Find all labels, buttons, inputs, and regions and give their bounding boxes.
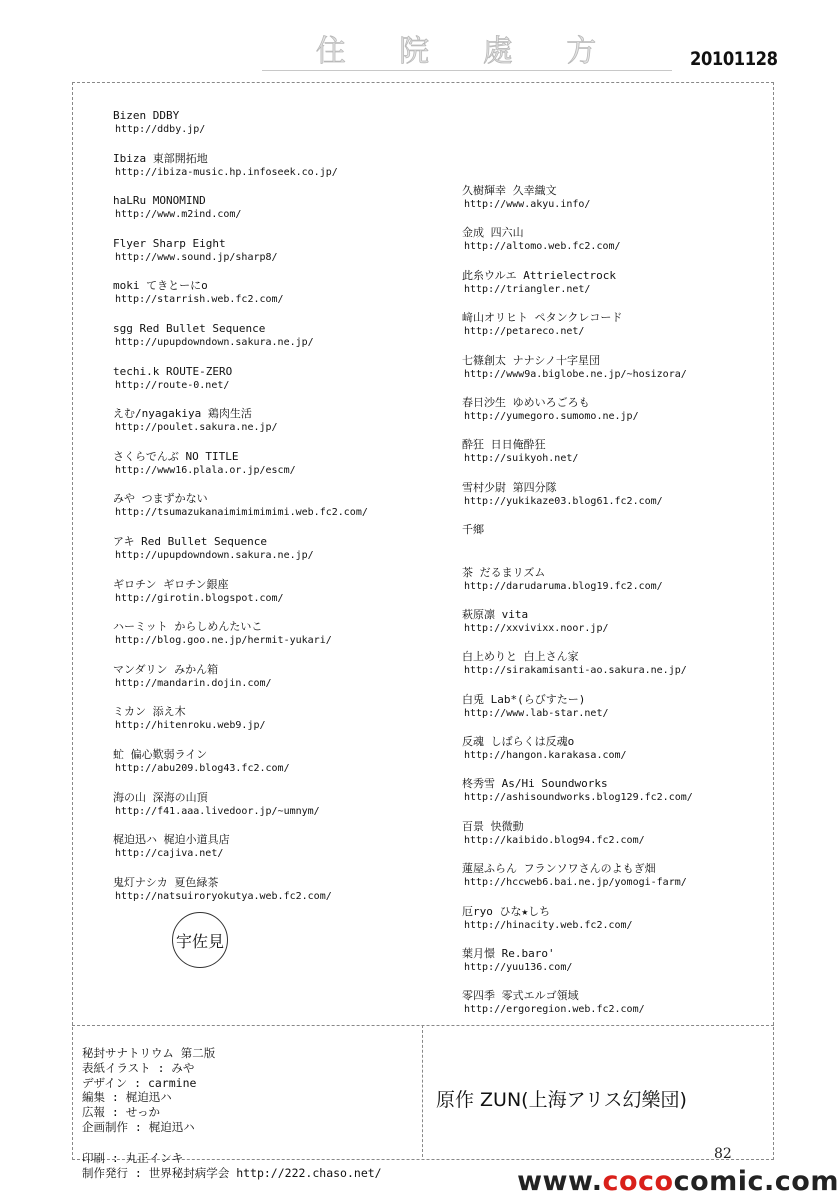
entry-url: http://www16.plala.or.jp/escm/: [115, 464, 296, 476]
site-watermark: [500, 1163, 839, 1200]
colophon-credits: [82, 1046, 422, 1180]
entry-url: http://natsuiroryokutya.web.fc2.com/: [115, 890, 332, 902]
entry-name: 金成 四六山: [462, 226, 524, 240]
entry-url: http://hitenroku.web9.jp/: [115, 720, 266, 732]
entry-name: 葉月憬 Re.baro': [462, 947, 555, 961]
entry-url: http://girotin.blogspot.com/: [115, 592, 284, 604]
entry-name: 百景 快微動: [462, 819, 524, 833]
credit-pr: 広報 : せっか: [82, 1105, 161, 1120]
link-entry: [113, 491, 443, 534]
entry-name: moki てきとーにo: [113, 279, 208, 293]
entry-url: http://yumegoro.sumomo.ne.jp/: [464, 410, 639, 422]
entry-url: http://f41.aaa.livedoor.jp/~umnym/: [115, 805, 320, 817]
link-entry: [113, 151, 443, 194]
entry-url: http://route-0.net/: [115, 379, 230, 391]
entry-url: http://kaibido.blog94.fc2.com/: [464, 834, 645, 846]
entry-name: ハーミット からしめんたいこ: [113, 620, 263, 634]
link-entry: [462, 522, 782, 564]
link-entry: [113, 534, 443, 577]
entry-url: http://ergoregion.web.fc2.com/: [464, 1004, 645, 1016]
entry-name: 反魂 しばらくは反魂o: [462, 735, 575, 749]
link-entry: [462, 353, 782, 395]
entry-url: http://altomo.web.fc2.com/: [464, 241, 621, 253]
left-link-column: [113, 108, 443, 917]
entry-name: 梶迫迅ハ 梶迫小道具店: [113, 833, 230, 847]
link-entry: [462, 776, 782, 818]
entry-name: 柊秀雪 As/Hi Soundworks: [462, 777, 608, 791]
entry-name: 千鄉: [462, 523, 484, 537]
entry-url: http://yuu136.com/: [464, 962, 573, 974]
entry-url: http://sirakamisanti-ao.sakura.ne.jp/: [464, 665, 687, 677]
entry-name: 海の山 深海の山頂: [113, 790, 208, 804]
link-entry: [113, 364, 443, 407]
seal-stamp-text: 宇佐見: [175, 931, 224, 951]
entry-url: http://www.sound.jp/sharp8/: [115, 251, 278, 263]
link-entry: [462, 607, 782, 649]
header-rule: [262, 70, 672, 71]
entry-url: http://cajiva.net/: [115, 848, 224, 860]
entry-url: http://ashisoundworks.blog129.fc2.com/: [464, 792, 693, 804]
link-entry: [113, 108, 443, 151]
link-entry: [462, 437, 782, 479]
entry-name: 零四季 零式エルゴ領域: [462, 989, 579, 1003]
entry-name: マンダリン みかん箱: [113, 662, 219, 676]
entry-url: http://www.lab-star.net/: [464, 707, 609, 719]
entry-name: 七篠創太 ナナシノ十字星団: [462, 353, 600, 367]
entry-name: Bizen DDBY: [113, 109, 180, 122]
entry-name: みや つまずかない: [113, 492, 208, 506]
entry-name: 春日沙生 ゆめいろごろも: [462, 395, 590, 409]
entry-name: 鬼灯ナシカ 夏色緑茶: [113, 875, 219, 889]
entry-url: http://ibiza-music.hp.infoseek.co.jp/: [115, 166, 338, 178]
link-entry: [462, 565, 782, 607]
watermark-coco: coco: [602, 1166, 674, 1197]
entry-url: http://suikyoh.net/: [464, 453, 579, 465]
link-entry: [462, 946, 782, 988]
link-entry: [462, 268, 782, 310]
entry-name: 此糸ウルエ Attrielectrock: [462, 268, 617, 282]
link-entry: [113, 662, 443, 705]
link-entry: [113, 704, 443, 747]
link-entry: [462, 480, 782, 522]
entry-url: http://yukikaze03.blog61.fc2.com/: [464, 495, 663, 507]
entry-url: http://tsumazukanaimimimimimi.web.fc2.com/: [115, 507, 368, 519]
entry-name: 萩原凛 vita: [462, 607, 529, 621]
entry-name: アキ Red Bullet Sequence: [113, 534, 268, 548]
entry-url: http://hinacity.web.fc2.com/: [464, 919, 633, 931]
entry-name: 虻 偏心歎弱ライン: [113, 747, 208, 761]
colophon-rule: [72, 1025, 774, 1026]
link-entry: [462, 819, 782, 861]
credit-cover: 表紙イラスト : みや: [82, 1060, 195, 1075]
entry-url: http://darudaruma.blog19.fc2.com/: [464, 580, 663, 592]
link-entry: [113, 449, 443, 492]
book-title: 秘封サナトリウム 第二版: [82, 1046, 216, 1060]
credit-printing: 印刷 : 丸正インキ: [82, 1150, 184, 1165]
link-entry: [113, 406, 443, 449]
link-entry: [113, 278, 443, 321]
link-entry: [462, 310, 782, 352]
entry-url: http://hangon.karakasa.com/: [464, 750, 627, 762]
link-entry: [113, 321, 443, 364]
entry-url: http://abu209.blog43.fc2.com/: [115, 762, 290, 774]
link-entry: [462, 183, 782, 225]
header-title: 住 院 處 方: [315, 34, 619, 69]
link-entry: [113, 619, 443, 662]
right-link-column: [462, 183, 782, 1031]
link-entry: [113, 790, 443, 833]
link-entry: [113, 832, 443, 875]
credit-design: デザイン : carmine: [82, 1075, 197, 1090]
entry-url: http://hccweb6.bai.ne.jp/yomogi-farm/: [464, 877, 687, 889]
entry-name: 酔狂 日日俺酔狂: [462, 438, 546, 452]
entry-name: 蓮屋ふらん フランソワさんのよもぎ畑: [462, 862, 656, 876]
watermark-suffix: comic.com: [673, 1166, 839, 1197]
entry-url: http://www.m2ind.com/: [115, 209, 242, 221]
link-entry: [462, 395, 782, 437]
link-entry: [113, 236, 443, 279]
link-entry: [462, 904, 782, 946]
entry-name: さくらでんぶ NO TITLE: [113, 449, 239, 463]
entry-name: sgg Red Bullet Sequence: [113, 321, 266, 335]
entry-name: Flyer Sharp Eight: [113, 236, 226, 250]
watermark-prefix: www.: [517, 1166, 603, 1197]
page-number: 82: [714, 1146, 732, 1162]
entry-name: 厄ryo ひな★しち: [462, 904, 551, 918]
entry-url: http://www.akyu.info/: [464, 199, 591, 210]
entry-url: http://poulet.sakura.ne.jp/: [115, 422, 278, 434]
entry-name: techi.k ROUTE-ZERO: [113, 364, 233, 378]
entry-name: 雪村少尉 第四分隊: [462, 480, 557, 494]
entry-name: 茶 だるまリズム: [462, 565, 546, 579]
link-entry: [113, 193, 443, 236]
entry-name: 白兎 Lab*(らびすたー): [462, 692, 586, 706]
entry-url: http://upupdowndown.sakura.ne.jp/: [115, 336, 314, 348]
entry-name: ギロチン ギロチン銀座: [113, 577, 229, 591]
entry-url: http://petareco.net/: [464, 326, 585, 338]
entry-url: http://ddby.jp/: [115, 124, 206, 135]
link-entry: [462, 225, 782, 267]
link-entry: [113, 747, 443, 790]
entry-url: http://starrish.web.fc2.com/: [115, 294, 284, 306]
credit-editor: 編集 : 梶迫迅ハ: [82, 1090, 172, 1105]
credit-publisher: 制作発行 : 世界秘封病学会 http://222.chaso.net/: [82, 1165, 382, 1180]
entry-name: 﨑山オリヒト ペタンクレコード: [462, 311, 623, 325]
entry-url: http://mandarin.dojin.com/: [115, 677, 272, 689]
credit-planning: 企画制作 : 梶迫迅ハ: [82, 1119, 195, 1134]
link-entry: [462, 649, 782, 691]
date-label: 20101128: [690, 48, 778, 70]
link-entry: [113, 577, 443, 620]
seal-stamp: [172, 912, 228, 968]
link-entry: [462, 734, 782, 776]
entry-name: えむ/nyagakiya 鶏肉生活: [113, 407, 252, 421]
entry-name: Ibiza 東部開拓地: [113, 151, 208, 165]
original-work-credit: 原作 ZUN(上海アリス幻樂団): [436, 1089, 687, 1111]
link-entry: [113, 875, 443, 918]
entry-name: ミカン 添え木: [113, 705, 186, 719]
entry-url: http://triangler.net/: [464, 283, 591, 295]
entry-url: http://upupdowndown.sakura.ne.jp/: [115, 549, 314, 561]
colophon-divider: [422, 1025, 423, 1157]
entry-name: haLRu MONOMIND: [113, 194, 206, 208]
entry-name: 白上めりと 白上さん家: [462, 650, 579, 664]
link-entry: [462, 861, 782, 903]
entry-url: http://blog.goo.ne.jp/hermit-yukari/: [115, 635, 332, 647]
entry-url: http://xxvivixx.noor.jp/: [464, 622, 609, 634]
link-entry: [462, 692, 782, 734]
entry-name: 久樹輝幸 久幸織文: [462, 184, 557, 197]
entry-url: http://www9a.biglobe.ne.jp/~hosizora/: [464, 368, 687, 380]
